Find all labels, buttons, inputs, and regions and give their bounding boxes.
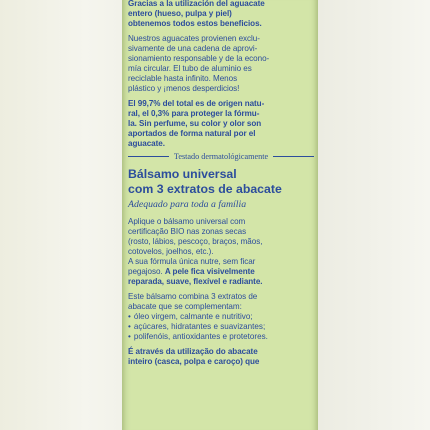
pt-whole-avocado-line: inteiro (casca, polpa e caroço) que (128, 357, 260, 366)
pt-extracts-list (128, 312, 314, 342)
es-sourcing-line: reciclable hasta infinito. Menos (128, 74, 238, 83)
divider-line-left (128, 156, 169, 157)
es-sourcing-paragraph (128, 34, 314, 94)
pt-extracts-line: abacate que se complementam: (128, 302, 242, 311)
es-origin-line: aguacate. (128, 139, 165, 148)
background-left (0, 0, 122, 430)
es-origin-line: aportados de forma natural por el (128, 129, 256, 138)
pt-usage-line: Aplique o bálsamo universal com (128, 217, 246, 226)
es-benefits-paragraph (128, 0, 314, 29)
pt-product-title (128, 167, 314, 197)
pt-whole-avocado-paragraph (128, 347, 314, 367)
pt-usage-line: certificação BIO nas zonas secas (128, 227, 247, 236)
pt-formula-line-mixed (128, 267, 314, 277)
es-sourcing-line: sivamente de una cadena de aprovi- (128, 44, 258, 53)
dermatology-tested-divider (128, 152, 314, 161)
dermatology-tested-label: Testado dermatológicamente (173, 152, 269, 161)
pt-usage-line: (rosto, lábios, pescoço, braços, mãos, (128, 237, 263, 246)
es-benefits-line: obtenemos todos estos beneficios. (128, 19, 262, 28)
pt-title-line: com 3 extratos de abacate (128, 182, 282, 196)
pt-formula-line: A sua fórmula única nutre, sem ficar (128, 257, 256, 266)
es-sourcing-line: mía circular. El tubo de aluminio es (128, 64, 252, 73)
es-sourcing-line: plástico y ¡menos desperdicios! (128, 84, 240, 93)
es-sourcing-line: Nuestros aguacates provienen exclu- (128, 34, 260, 43)
pt-formula-paragraph (128, 257, 314, 287)
pt-extract-item: • açúcares, hidratantes e suavizantes; (128, 322, 314, 332)
pt-extract-item: • óleo virgem, calmante e nutritivo; (128, 312, 314, 322)
es-origin-line: la. Sin perfume, su color y olor son (128, 119, 262, 128)
pt-title-line: Bálsamo universal (128, 167, 237, 181)
es-benefits-line: Gracias a la utilización del aguacate (128, 0, 265, 8)
pt-usage-paragraph (128, 217, 314, 257)
pt-extract-item: • polifenóis, antioxidantes e protetores. (128, 332, 314, 342)
pt-extracts-line: Este bálsamo combina 3 extratos de (128, 292, 258, 301)
pt-whole-avocado-line: É através da utilização do abacate (128, 347, 258, 356)
es-origin-line: ral, el 0,3% para proteger la fórmu- (128, 109, 260, 118)
es-benefits-line: entero (hueso, pulpa y piel) (128, 9, 232, 18)
es-sourcing-line: sionamiento responsable y de la econo- (128, 54, 270, 63)
pt-formula-bold-part: A pele fica visivelmente (164, 267, 255, 276)
pt-formula-plain-part: pegajoso. (128, 267, 165, 276)
pt-extracts-paragraph (128, 292, 314, 342)
es-origin-paragraph (128, 99, 314, 149)
pt-product-subtitle: Adequado para toda a família (128, 199, 247, 210)
divider-line-right (273, 156, 314, 157)
es-origin-line: El 99,7% del total es de origen natu- (128, 99, 265, 108)
pt-usage-line: cotovelos, joelhos, etc.). (128, 247, 214, 256)
background-right (318, 0, 430, 430)
label-text-content (128, 0, 314, 367)
pt-formula-line: reparada, suave, flexível e radiante. (128, 277, 263, 286)
